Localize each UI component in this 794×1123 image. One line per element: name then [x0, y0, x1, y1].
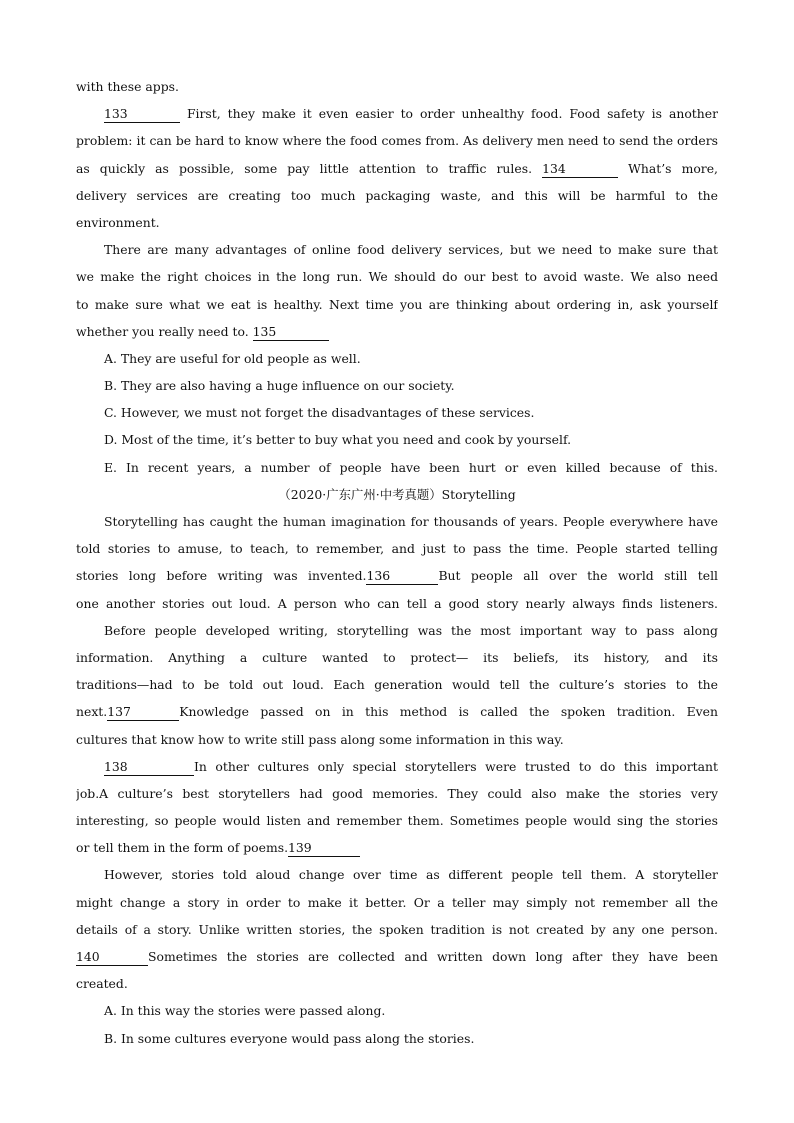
option-text: E. In recent years, a number of people have been hurt or even killed because of this.: [104, 459, 718, 475]
answer-blank-140: 140: [76, 950, 148, 966]
text: First, they make it even easier to order unhealthy food. Food safety is another: [180, 106, 718, 122]
text-line: [76, 535, 718, 562]
text: problem: it can be hard to know where the food comes from. As delivery men need to send the orders: [76, 133, 718, 149]
text: with these apps.: [76, 79, 179, 94]
text-line: [76, 889, 718, 916]
option-e: [76, 454, 718, 481]
text: delivery services are creating too much packaging waste, and this will be harmful to the: [76, 187, 718, 203]
text-line: [76, 291, 718, 318]
option-a: [76, 997, 718, 1024]
text-line: [76, 562, 718, 589]
text-line: [76, 671, 718, 698]
text: to make sure what we eat is healthy. Next time you are thinking about ordering in, ask yourself: [76, 296, 718, 312]
document-body: [76, 73, 718, 1052]
answer-blank-134: 134: [542, 162, 618, 178]
text: details of a story. Unlike written stories, the spoken tradition is not created by any one person.: [76, 921, 718, 937]
answer-blank-135: 135: [253, 325, 329, 341]
text-line: [76, 916, 718, 943]
text: Before people developed writing, storytelling was the most important way to pass along: [104, 622, 718, 638]
answer-blank-137: 137: [107, 705, 179, 721]
option-text: C. However, we must not forget the disadvantages of these services.: [104, 405, 535, 421]
text-line: [76, 780, 718, 807]
text-line: [76, 100, 718, 127]
text-line: [76, 236, 718, 263]
text-line: [76, 698, 718, 725]
text: told stories to amuse, to teach, to remember, and just to pass the time. People started telling: [76, 541, 718, 557]
option-b: [76, 1025, 718, 1052]
text-line: [76, 617, 718, 644]
answer-blank-138: 138: [104, 760, 194, 776]
text: interesting, so people would listen and remember them. Sometimes people would sing the stories: [76, 813, 718, 829]
option-d: [76, 426, 718, 453]
text-line: [76, 970, 718, 997]
text-line: [76, 943, 718, 970]
text: or tell them in the form of poems.: [76, 840, 289, 856]
text: However, stories told aloud change over time as different people tell them. A storyteller: [104, 867, 718, 883]
text-line: [76, 155, 718, 182]
text-line: [76, 182, 718, 209]
text: traditions—had to be told out loud. Each generation would tell the culture’s stories to the: [76, 677, 718, 693]
text-line: [76, 644, 718, 671]
text: next.: [76, 704, 108, 720]
option-a: [76, 345, 718, 372]
text: environment.: [76, 214, 160, 230]
text-line: [76, 753, 718, 780]
text: we make the right choices in the long run. We should do our best to avoid waste. We also need: [76, 269, 718, 285]
answer-blank-136: 136: [366, 569, 438, 585]
answer-blank-133: 133: [104, 107, 180, 123]
text-line: [76, 508, 718, 535]
text: In other cultures only special storytellers were trusted to do this important: [194, 758, 718, 774]
option-c: [76, 399, 718, 426]
text-line: [76, 263, 718, 290]
text-line: [76, 807, 718, 834]
text-line: [76, 726, 718, 753]
text: job.A culture’s best storytellers had good memories. They could also make the stories very: [76, 785, 718, 801]
option-text: B. In some cultures everyone would pass along the stories.: [104, 1030, 475, 1046]
text-line: [76, 73, 718, 100]
text-line: [76, 209, 718, 236]
text: one another stories out loud. A person who can tell a good story nearly always finds listeners.: [76, 595, 718, 611]
text: stories long before writing was invented.: [76, 568, 367, 584]
text-line: [76, 127, 718, 154]
text-line: [76, 861, 718, 888]
text: cultures that know how to write still pass along some information in this way.: [76, 731, 564, 747]
option-b: [76, 372, 718, 399]
option-text: A. They are useful for old people as well.: [104, 350, 361, 366]
text: Storytelling has caught the human imagination for thousands of years. People everywhere have: [104, 514, 718, 529]
text: But people all over the world still tell: [438, 568, 718, 584]
text: There are many advantages of online food delivery services, but we need to make sure that: [104, 242, 718, 258]
section-heading: （2020·广东广州·中考真题）Storytelling: [278, 486, 516, 502]
text: Knowledge passed on in this method is called the spoken tradition. Even: [179, 704, 718, 720]
text: might change a story in order to make it better. Or a teller may simply not remember all the: [76, 894, 718, 910]
text-line: [76, 318, 718, 345]
text: whether you really need to.: [76, 323, 253, 339]
text: information. Anything a culture wanted to protect— its beliefs, its history, and its: [76, 649, 718, 665]
option-text: A. In this way the stories were passed along.: [104, 1003, 386, 1019]
option-text: B. They are also having a huge influence on our society.: [104, 378, 455, 394]
answer-blank-139: 139: [288, 841, 360, 857]
text: What’s more,: [618, 160, 718, 176]
text: as quickly as possible, some pay little attention to traffic rules.: [76, 160, 543, 176]
text-line: [76, 834, 718, 861]
text: created.: [76, 976, 128, 992]
text: Sometimes the stories are collected and written down long after they have been: [148, 949, 718, 964]
option-text: D. Most of the time, it’s better to buy what you need and cook by yourself.: [104, 432, 572, 448]
text-line: [76, 590, 718, 617]
